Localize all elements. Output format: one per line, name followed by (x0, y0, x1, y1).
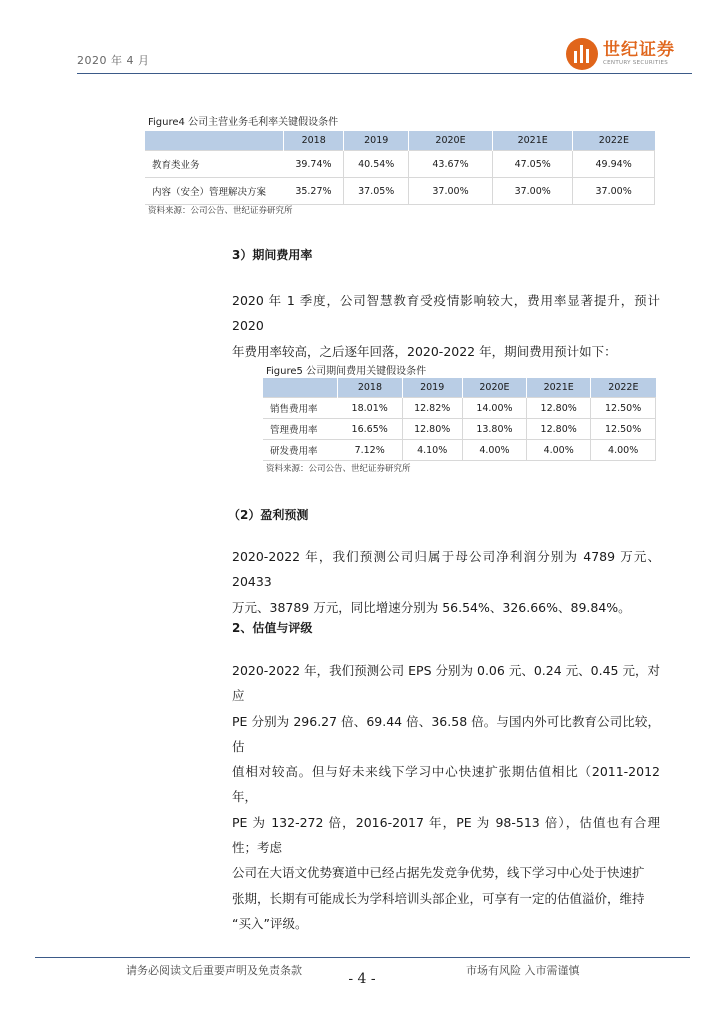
row-label: 研发费用率 (263, 440, 338, 461)
table-cell: 37.05% (344, 178, 408, 205)
table-row (145, 178, 655, 205)
paragraph-line: “买入”评级。 (232, 915, 308, 931)
logo-name-cn: 世纪证券 (603, 40, 675, 60)
table-cell: 7.12% (338, 440, 402, 461)
table-cell: 37.00% (408, 178, 492, 205)
paragraph-line: 2020 年 1 季度，公司智慧教育受疫情影响较大，费用率显著提升，预计 2020 (232, 293, 660, 334)
row-label: 内容（安全）管理解决方案 (145, 178, 283, 205)
figure5-col-header: 2022E (591, 378, 656, 398)
paragraph-line: 2020-2022 年，我们预测公司归属于母公司净利润分别为 4789 万元、20433 (232, 549, 660, 590)
table-cell: 18.01% (338, 398, 402, 419)
company-logo (566, 37, 686, 71)
section-3-heading: 3）期间费用率 (232, 248, 313, 262)
paragraph-line: 值相对较高。但与好未来线下学习中心快速扩张期估值相比（2011-2012 年， (232, 764, 660, 805)
profit-forecast-heading: （2）盈利预测 (228, 508, 309, 522)
table-row (145, 151, 655, 178)
paragraph-line: 公司在大语文优势赛道中已经占据先发竞争优势，线下学习中心处于快速扩 (232, 865, 645, 881)
table-cell: 16.65% (338, 419, 402, 440)
table-cell: 37.00% (493, 178, 573, 205)
table-cell: 12.50% (591, 419, 656, 440)
table-cell: 12.82% (402, 398, 462, 419)
footer-disclaimer: 请务必阅读文后重要声明及免责条款 (126, 964, 302, 977)
footer-rule (35, 957, 690, 958)
footer-risk-warning: 市场有风险 入市需谨慎 (466, 964, 580, 977)
figure5-col-header: 2021E (527, 378, 591, 398)
header-date: 2020 年 4 月 (77, 54, 150, 67)
table-cell: 37.00% (573, 178, 655, 205)
paragraph-line: 万元、38789 万元，同比增速分别为 56.54%、326.66%、89.84%。 (232, 599, 631, 615)
figure4-col-header (145, 131, 283, 151)
paragraph-line: 年费用率较高，之后逐年回落，2020-2022 年，期间费用预计如下： (232, 343, 617, 359)
figure4-title: Figure4 公司主营业务毛利率关键假设条件 (148, 117, 339, 128)
table-cell: 14.00% (462, 398, 526, 419)
figure5-header-row (263, 378, 656, 398)
table-cell: 12.80% (527, 419, 591, 440)
figure4-col-header: 2019 (344, 131, 408, 151)
figure4-header-row (145, 131, 655, 151)
row-label: 管理费用率 (263, 419, 338, 440)
paragraph-line: 2020-2022 年，我们预测公司 EPS 分别为 0.06 元、0.24 元、0.45 元，对应 (232, 663, 660, 704)
valuation-paragraph (232, 658, 660, 936)
table-cell: 43.67% (408, 151, 492, 178)
figure4-table (145, 131, 655, 205)
table-cell: 12.50% (591, 398, 656, 419)
figure4-col-header: 2021E (493, 131, 573, 151)
logo-emblem-icon (566, 38, 598, 70)
table-cell: 12.80% (527, 398, 591, 419)
profit-forecast-paragraph (232, 544, 660, 620)
row-label: 教育类业务 (145, 151, 283, 178)
table-cell: 13.80% (462, 419, 526, 440)
figure5-col-header: 2018 (338, 378, 402, 398)
valuation-heading: 2、估值与评级 (232, 621, 313, 635)
table-cell: 49.94% (573, 151, 655, 178)
figure5-col-header: 2019 (402, 378, 462, 398)
figure4-col-header: 2020E (408, 131, 492, 151)
table-row (263, 398, 656, 419)
table-cell: 35.27% (283, 178, 344, 205)
logo-name-en: CENTURY SECURITIES (603, 60, 669, 66)
paragraph-line: PE 为 132-272 倍，2016-2017 年，PE 为 98-513 倍），估值也有合理性；考虑 (232, 814, 660, 856)
table-cell: 47.05% (493, 151, 573, 178)
figure5-source: 资料来源：公司公告、世纪证券研究所 (266, 464, 411, 474)
figure4-col-header: 2018 (283, 131, 344, 151)
table-cell: 39.74% (283, 151, 344, 178)
paragraph-line: 张期，长期有可能成长为学科培训头部企业，可享有一定的估值溢价，维持 (232, 890, 645, 906)
table-cell: 4.00% (462, 440, 526, 461)
table-cell: 4.00% (591, 440, 656, 461)
page-number: - 4 - (348, 971, 376, 987)
figure5-col-header: 2020E (462, 378, 526, 398)
figure5-col-header (263, 378, 338, 398)
section-3-paragraph (232, 288, 660, 364)
figure4-source: 资料来源：公司公告、世纪证券研究所 (148, 206, 293, 216)
table-cell: 4.00% (527, 440, 591, 461)
table-cell: 4.10% (402, 440, 462, 461)
table-row (263, 440, 656, 461)
row-label: 销售费用率 (263, 398, 338, 419)
table-cell: 40.54% (344, 151, 408, 178)
paragraph-line: PE 分别为 296.27 倍、69.44 倍、36.58 倍。与国内外可比教育公司比较，估 (232, 713, 660, 754)
figure4-col-header: 2022E (573, 131, 655, 151)
header-rule (77, 73, 692, 74)
figure5-table (263, 378, 656, 461)
table-row (263, 419, 656, 440)
table-cell: 12.80% (402, 419, 462, 440)
figure5-title: Figure5 公司期间费用关键假设条件 (266, 366, 427, 377)
